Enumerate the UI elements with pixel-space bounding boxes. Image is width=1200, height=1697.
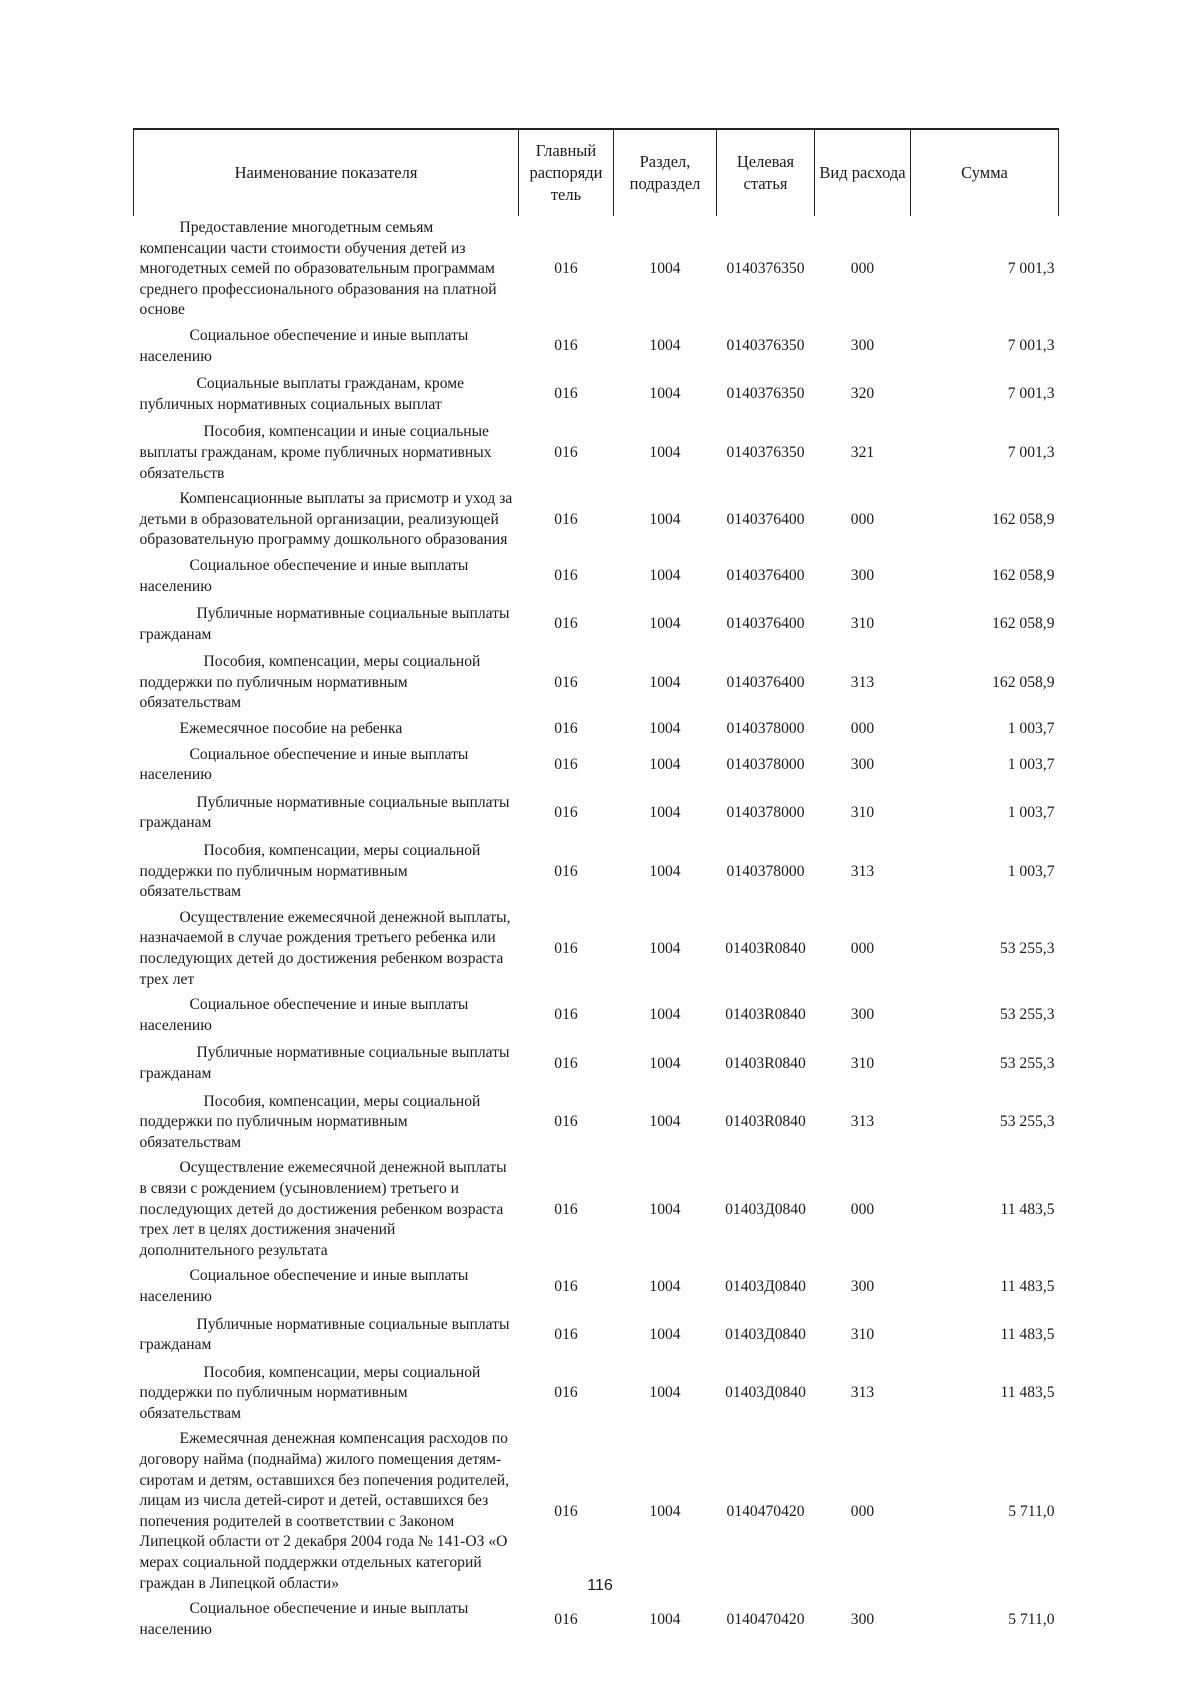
row-section: 1004 <box>649 1502 681 1520</box>
row-section: 1004 <box>649 510 681 528</box>
row-section: 1004 <box>649 1325 681 1343</box>
row-chief-manager: 016 <box>554 1113 578 1131</box>
row-expense-type: 000 <box>850 939 875 957</box>
row-section: 1004 <box>649 720 681 738</box>
row-chief-manager: 016 <box>554 1502 578 1520</box>
table-row <box>134 553 1059 600</box>
row-name: Социальные выплаты гражданам, кроме публичных нормативных социальных выплат <box>139 375 464 413</box>
row-chief-manager: 016 <box>554 1200 578 1218</box>
row-sum: 162 058,9 <box>992 567 1055 585</box>
table-row <box>134 789 1059 838</box>
row-name: Предоставление многодетным семьям компенсации части стоимости обучения детей из многодетных семей по образовательным программам среднего профессионального образования на платной основе <box>139 219 497 319</box>
row-expense-type: 300 <box>850 1610 875 1628</box>
page-number: 116 <box>587 1577 613 1594</box>
table-row <box>134 487 1059 553</box>
table-row <box>134 370 1059 419</box>
row-chief-manager: 016 <box>554 1006 578 1024</box>
row-name: Социальное обеспечение и иные выплаты населению <box>139 556 469 595</box>
row-section: 1004 <box>649 1054 681 1072</box>
row-expense-type: 313 <box>850 1384 875 1402</box>
row-target-article: 01403R0840 <box>725 939 806 957</box>
row-name: Публичные нормативные социальные выплаты гражданам <box>139 605 510 643</box>
table-row <box>134 216 1059 323</box>
row-chief-manager: 016 <box>554 510 578 528</box>
row-target-article: 0140470420 <box>726 1610 805 1628</box>
row-target-article: 01403R0840 <box>725 1054 806 1072</box>
row-target-article: 01403Д0840 <box>725 1325 806 1343</box>
row-chief-manager: 016 <box>554 1054 578 1072</box>
row-target-article: 01403R0840 <box>725 1006 806 1024</box>
row-section: 1004 <box>649 673 681 691</box>
header-name: Наименование показателя <box>134 129 519 216</box>
row-chief-manager: 016 <box>554 1384 578 1402</box>
row-section: 1004 <box>649 385 681 403</box>
row-target-article: 0140376400 <box>726 673 805 691</box>
table-row <box>134 1156 1059 1263</box>
row-sum: 1 003,7 <box>1007 862 1055 880</box>
row-name: Социальное обеспечение и иные выплаты населению <box>139 745 469 784</box>
row-target-article: 0140376400 <box>726 615 805 633</box>
row-chief-manager: 016 <box>554 939 578 957</box>
table-row <box>134 600 1059 649</box>
row-name: Пособия, компенсации, меры социальной поддержки по публичным нормативным обязательствам <box>139 1363 481 1422</box>
row-expense-type: 300 <box>850 1006 875 1024</box>
row-target-article: 0140376350 <box>726 385 805 403</box>
row-sum: 5 711,0 <box>1008 1502 1055 1520</box>
row-section: 1004 <box>649 615 681 633</box>
row-section: 1004 <box>649 260 681 278</box>
header-target-article: Целевая статья <box>717 129 815 216</box>
table-row <box>134 717 1059 742</box>
row-name: Публичные нормативные социальные выплаты гражданам <box>139 1315 510 1354</box>
row-section: 1004 <box>649 1113 681 1131</box>
table-row <box>134 1596 1059 1643</box>
row-name: Осуществление ежемесячной денежной выплаты, назначаемой в случае рождения третьего ребенка или последующих детей до достижения ребенком возраста трех лет <box>139 908 511 988</box>
row-name: Пособия, компенсации, меры социальной поддержки по публичным нормативным обязательствам <box>139 653 481 712</box>
row-target-article: 01403Д0840 <box>725 1200 806 1218</box>
row-target-article: 0140376350 <box>726 443 805 461</box>
row-section: 1004 <box>649 1277 681 1295</box>
row-sum: 1 003,7 <box>1007 804 1055 822</box>
row-target-article: 0140376350 <box>726 337 805 355</box>
row-name: Публичные нормативные социальные выплаты гражданам <box>139 1044 510 1082</box>
row-name: Пособия, компенсации и иные социальные выплаты гражданам, кроме публичных нормативных обязательств <box>139 423 492 482</box>
row-chief-manager: 016 <box>554 1325 578 1343</box>
row-chief-manager: 016 <box>554 673 578 691</box>
row-target-article: 0140378000 <box>726 720 805 738</box>
table-row <box>134 992 1059 1039</box>
header-sum: Сумма <box>911 129 1059 216</box>
table-row <box>134 838 1059 906</box>
row-chief-manager: 016 <box>554 720 578 738</box>
table-row <box>134 1263 1059 1310</box>
row-sum: 11 483,5 <box>1000 1200 1055 1218</box>
row-expense-type: 300 <box>850 1277 875 1295</box>
row-expense-type: 000 <box>850 1200 875 1218</box>
row-target-article: 01403Д0840 <box>725 1384 806 1402</box>
row-expense-type: 310 <box>850 1325 875 1343</box>
row-name: Ежемесячное пособие на ребенка <box>179 720 403 738</box>
row-sum: 53 255,3 <box>999 1006 1055 1024</box>
row-section: 1004 <box>649 1384 681 1402</box>
row-chief-manager: 016 <box>554 443 578 461</box>
row-target-article: 0140376400 <box>726 567 805 585</box>
row-target-article: 01403R0840 <box>725 1113 806 1131</box>
row-chief-manager: 016 <box>554 260 578 278</box>
row-sum: 7 001,3 <box>1007 385 1055 403</box>
row-expense-type: 000 <box>850 260 875 278</box>
header-expense-type: Вид расхода <box>815 129 911 216</box>
header-section: Раздел, подраздел <box>614 129 717 216</box>
row-chief-manager: 016 <box>554 804 578 822</box>
row-chief-manager: 016 <box>554 337 578 355</box>
row-expense-type: 310 <box>850 1054 875 1072</box>
row-sum: 7 001,3 <box>1007 260 1055 278</box>
row-sum: 53 255,3 <box>999 1113 1055 1131</box>
row-sum: 11 483,5 <box>1000 1384 1055 1402</box>
row-target-article: 0140378000 <box>726 804 805 822</box>
row-target-article: 0140376400 <box>726 510 805 528</box>
table-body <box>134 216 1059 1643</box>
row-chief-manager: 016 <box>554 862 578 880</box>
row-section: 1004 <box>649 939 681 957</box>
table-row <box>134 906 1059 992</box>
row-name: Пособия, компенсации, меры социальной поддержки по публичным нормативным обязательствам <box>139 842 481 901</box>
row-expense-type: 321 <box>850 443 875 461</box>
row-sum: 11 483,5 <box>1000 1325 1055 1343</box>
row-expense-type: 313 <box>850 1113 875 1131</box>
header-chief-manager: Главный распоряди тель <box>519 129 614 216</box>
row-expense-type: 313 <box>850 673 875 691</box>
row-sum: 53 255,3 <box>999 1054 1055 1072</box>
row-name: Ежемесячная денежная компенсация расходов по договору найма (поднайма) жилого помещения детям-сиротам и детям, оставшихся без попечения родителей, лицам из числа детей-сирот и детей, оставшихся без попечения родителей в соответствии с Законом Липецкой области от 2 декабря 2004 года № 141-ОЗ «О мерах социальной поддержки отдельных категорий граждан в Липецкой области» <box>139 1430 510 1592</box>
row-target-article: 0140376350 <box>726 260 805 278</box>
row-name: Пособия, компенсации, меры социальной поддержки по публичным нормативным обязательствам <box>139 1092 481 1151</box>
budget-table <box>133 128 1059 1643</box>
table-row <box>134 1311 1059 1360</box>
row-name: Социальное обеспечение и иные выплаты населению <box>139 1267 469 1305</box>
row-section: 1004 <box>649 1006 681 1024</box>
row-expense-type: 320 <box>850 385 875 403</box>
table-header <box>134 129 1059 216</box>
row-expense-type: 300 <box>850 567 875 585</box>
row-section: 1004 <box>649 804 681 822</box>
row-name: Социальное обеспечение и иные выплаты населению <box>139 326 469 365</box>
table-row <box>134 1039 1059 1088</box>
row-expense-type: 000 <box>850 510 875 528</box>
row-expense-type: 300 <box>850 337 875 355</box>
table-row <box>134 1427 1059 1596</box>
row-section: 1004 <box>649 337 681 355</box>
table-row <box>134 649 1059 717</box>
row-sum: 11 483,5 <box>1000 1277 1055 1295</box>
row-sum: 162 058,9 <box>992 673 1055 691</box>
row-sum: 162 058,9 <box>992 615 1055 633</box>
table-row <box>134 323 1059 370</box>
row-expense-type: 000 <box>850 720 875 738</box>
row-chief-manager: 016 <box>554 755 578 773</box>
row-target-article: 0140378000 <box>726 755 805 773</box>
row-chief-manager: 016 <box>554 1277 578 1295</box>
row-expense-type: 310 <box>850 804 875 822</box>
table-row <box>134 419 1059 487</box>
row-expense-type: 000 <box>850 1502 875 1520</box>
row-section: 1004 <box>649 1610 681 1628</box>
row-sum: 53 255,3 <box>999 939 1055 957</box>
table-row <box>134 742 1059 789</box>
row-sum: 1 003,7 <box>1007 755 1055 773</box>
row-section: 1004 <box>649 567 681 585</box>
row-name: Публичные нормативные социальные выплаты гражданам <box>139 793 510 832</box>
row-expense-type: 310 <box>850 615 875 633</box>
row-section: 1004 <box>649 862 681 880</box>
row-sum: 7 001,3 <box>1007 337 1055 355</box>
row-sum: 162 058,9 <box>992 510 1055 528</box>
row-chief-manager: 016 <box>554 385 578 403</box>
row-chief-manager: 016 <box>554 567 578 585</box>
row-chief-manager: 016 <box>554 615 578 633</box>
table-row <box>134 1360 1059 1428</box>
row-section: 1004 <box>649 755 681 773</box>
row-section: 1004 <box>649 443 681 461</box>
row-chief-manager: 016 <box>554 1610 578 1628</box>
row-target-article: 0140378000 <box>726 862 805 880</box>
row-target-article: 0140470420 <box>726 1502 805 1520</box>
row-section: 1004 <box>649 1200 681 1218</box>
row-expense-type: 313 <box>850 862 875 880</box>
row-target-article: 01403Д0840 <box>725 1277 806 1295</box>
row-sum: 1 003,7 <box>1007 720 1055 738</box>
row-sum: 7 001,3 <box>1007 443 1055 461</box>
row-name: Компенсационные выплаты за присмотр и уход за детьми в образовательной организации, реализующей образовательную программу дошкольного образования <box>139 490 513 549</box>
row-sum: 5 711,0 <box>1008 1610 1055 1628</box>
row-expense-type: 300 <box>850 755 875 773</box>
table-row <box>134 1089 1059 1157</box>
row-name: Социальное обеспечение и иные выплаты населению <box>139 996 469 1034</box>
row-name: Осуществление ежемесячной денежной выплаты в связи с рождением (усыновлением) третьего и последующих детей до достижения ребенком возраста трех лет в целях достижения значений дополнительного результата <box>139 1159 507 1259</box>
row-name: Социальное обеспечение и иные выплаты населению <box>139 1600 469 1638</box>
